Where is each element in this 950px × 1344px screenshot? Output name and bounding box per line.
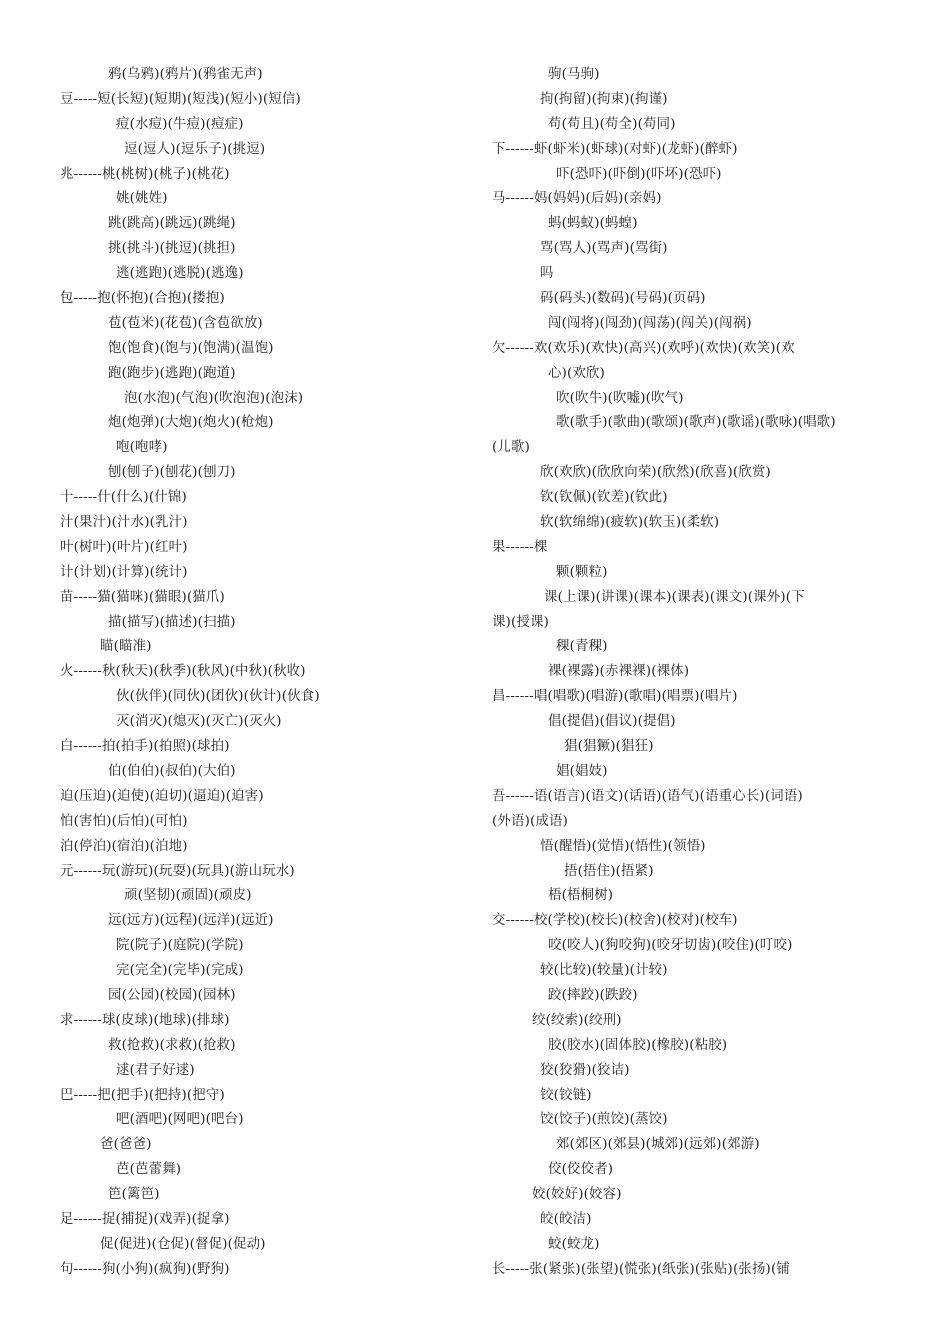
word-entry-line: 郊(郊区)(郊县)(城郊)(远郊)(郊游) xyxy=(556,1137,760,1153)
word-entry-line: 皎(皎洁) xyxy=(540,1211,592,1227)
word-entry-line: 骂(骂人)(骂声)(骂街) xyxy=(540,241,668,257)
word-entry-line: 巴-----把(把手)(把持)(把守) xyxy=(60,1087,225,1103)
word-entry-line: 迫(压迫)(迫使)(迫切)(逼迫)(迫害) xyxy=(60,788,264,804)
word-entry-line: 跳(跳高)(跳远)(跳绳) xyxy=(108,216,236,232)
word-entry-line: 豆-----短(长短)(短期)(短浅)(短小)(短信) xyxy=(60,91,301,107)
word-entry-line: 饱(饱食)(饱与)(饱满)(温饱) xyxy=(108,340,274,356)
word-entry-line: 苟(苟且)(苟全)(苟同) xyxy=(548,116,676,132)
word-entry-line: 吗 xyxy=(540,266,554,282)
word-entry-line: 交------校(学校)(校长)(校舍)(校对)(校车) xyxy=(492,913,738,929)
left-column xyxy=(60,63,460,1283)
word-entry-line: 叶(树叶)(叶片)(红叶) xyxy=(60,539,188,555)
word-entry-line: 伙(伙伴)(同伙)(团伙)(伙计)(伙食) xyxy=(116,689,320,705)
word-entry-line: 吾------语(语言)(语文)(话语)(语气)(语重心长)(词语) xyxy=(492,788,803,804)
word-entry-line: 泊(停泊)(宿泊)(泊地) xyxy=(60,838,188,854)
word-entry-line: 吧(酒吧)(网吧)(吧台) xyxy=(116,1112,244,1128)
word-entry-line: 十-----什(什么)(什锦) xyxy=(60,490,187,506)
word-entry-line: 爸(爸爸) xyxy=(100,1137,152,1153)
word-entry-line: 软(软绵绵)(疲软)(软玉)(柔软) xyxy=(540,515,720,531)
word-entry-line: 苗-----猫(猫咪)(猫眼)(猫爪) xyxy=(60,589,225,605)
word-entry-line: 刨(刨子)(刨花)(刨刀) xyxy=(108,465,236,481)
word-entry-line: 完(完全)(完毕)(完成) xyxy=(116,963,244,979)
word-entry-line: 较(比较)(较量)(计较) xyxy=(540,963,668,979)
word-entry-line: 钦(钦佩)(钦差)(钦此) xyxy=(540,490,668,506)
word-entry-line: 炮(炮弹)(大炮)(炮火)(枪炮) xyxy=(108,415,274,431)
word-entry-line: 吓(恐吓)(吓倒)(吓坏)(恐吓) xyxy=(556,166,722,182)
word-entry-line: 绞(绞索)(绞刑) xyxy=(532,1012,622,1028)
word-entry-line: 课(上课)(讲课)(课本)(课表)(课文)(课外)(下 xyxy=(544,589,805,605)
word-entry-line: 逗(逗人)(逗乐子)(挑逗) xyxy=(124,141,266,157)
word-entry-line: 咬(咬人)(狗咬狗)(咬牙切齿)(咬住)(叮咬) xyxy=(548,938,793,954)
word-entry-line: (外语)(成语) xyxy=(492,813,569,829)
word-entry-line: 颗(颗粒) xyxy=(556,564,608,580)
word-entry-line: 姚(姚姓) xyxy=(116,191,168,207)
word-entry-line: 院(院子)(庭院)(学院) xyxy=(116,938,244,954)
word-entry-line: 课)(授课) xyxy=(492,614,550,630)
word-entry-line: 长-----张(紧张)(张望)(慌张)(纸张)(张贴)(张扬)(铺 xyxy=(492,1261,790,1277)
word-entry-line: 裸(裸露)(赤裸裸)(裸体) xyxy=(548,664,690,680)
word-entry-line: 挑(挑斗)(挑逗)(挑担) xyxy=(108,241,236,257)
word-entry-line: 饺(饺子)(煎饺)(蒸饺) xyxy=(540,1112,668,1128)
word-entry-line: 捂(捂住)(捂紧) xyxy=(564,863,654,879)
word-entry-line: 果------棵 xyxy=(492,539,548,555)
word-entry-line: 远(远方)(远程)(远洋)(远近) xyxy=(108,913,274,929)
word-entry-line: 心)(欢欣) xyxy=(548,365,606,381)
word-entry-line: 计(计划)(计算)(统计) xyxy=(60,564,188,580)
word-entry-line: 驹(马驹) xyxy=(548,67,600,82)
word-entry-line: 伯(伯伯)(叔伯)(大伯) xyxy=(108,763,236,779)
word-entry-line: 马------妈(妈妈)(后妈)(亲妈) xyxy=(492,191,662,207)
word-entry-line: 元------玩(游玩)(玩耍)(玩具)(游山玩水) xyxy=(60,863,295,879)
word-entry-line: 姣(姣好)(姣容) xyxy=(532,1187,622,1203)
word-entry-line: 昌------唱(唱歌)(唱游)(歌唱)(唱票)(唱片) xyxy=(492,689,738,705)
word-entry-line: 稞(青稞) xyxy=(556,639,608,655)
word-entry-line: 狡(狡猾)(狡诘) xyxy=(540,1062,630,1078)
word-entry-line: 促(促进)(仓促)(督促)(促动) xyxy=(100,1236,266,1252)
word-entry-line: 逑(君子好逑) xyxy=(116,1062,195,1078)
word-entry-line: 描(描写)(描述)(扫描) xyxy=(108,614,236,630)
word-entry-line: 苞(苞米)(花苞)(含苞欲放) xyxy=(108,315,263,331)
word-entry-line: 包-----抱(怀抱)(合抱)(搂抱) xyxy=(60,291,225,307)
word-entry-line: 芭(芭蕾舞) xyxy=(116,1162,182,1178)
word-entry-line: 下------虾(虾米)(虾球)(对虾)(龙虾)(醉虾) xyxy=(492,141,738,157)
word-entry-line: 救(抢救)(求救)(抢救) xyxy=(108,1037,236,1053)
word-entry-line: 欠------欢(欢乐)(欢快)(高兴)(欢呼)(欢快)(欢笑)(欢 xyxy=(492,340,795,356)
word-entry-line: 句------狗(小狗)(疯狗)(野狗) xyxy=(60,1261,230,1277)
word-entry-line: 猖(猖獗)(猖狂) xyxy=(564,739,654,755)
word-entry-line: 拘(拘留)(拘束)(拘谨) xyxy=(540,91,668,107)
word-entry-line: 鸦(乌鸦)(鸦片)(鸦雀无声) xyxy=(108,67,263,82)
word-entry-line: 码(码头)(数码)(号码)(页码) xyxy=(540,291,706,307)
word-entry-line: 胶(胶水)(固体胶)(橡胶)(粘胶) xyxy=(548,1037,728,1053)
word-entry-line: 怕(害怕)(后怕)(可怕) xyxy=(60,813,188,829)
word-entry-line: 逃(逃跑)(逃脱)(逃逸) xyxy=(116,266,244,282)
word-entry-line: 兆------桃(桃树)(桃子)(桃花) xyxy=(60,166,230,182)
word-entry-line: 蚂(蚂蚁)(蚂蝗) xyxy=(548,216,638,232)
word-entry-line: 瞄(瞄准) xyxy=(100,639,152,655)
word-entry-line: 园(公园)(校园)(园林) xyxy=(108,987,236,1003)
word-entry-line: 闯(闯将)(闯劲)(闯荡)(闯关)(闯祸) xyxy=(548,315,752,331)
word-entry-line: 蛟(蛟龙) xyxy=(548,1236,600,1252)
word-entry-line: 欣(欢欣)(欣欣向荣)(欣然)(欣喜)(欣赏) xyxy=(540,465,771,481)
word-entry-line: 泡(水泡)(气泡)(吹泡泡)(泡沫) xyxy=(124,390,304,406)
word-entry-line: 倡(提倡)(倡议)(提倡) xyxy=(548,714,676,730)
word-entry-line: 悟(醒悟)(觉悟)(悟性)(领悟) xyxy=(540,838,706,854)
word-entry-line: 咆(咆哮) xyxy=(116,440,168,456)
word-entry-line: 顽(坚韧)(顽固)(顽皮) xyxy=(124,888,252,904)
word-entry-line: 铰(铰链) xyxy=(540,1087,592,1103)
word-entry-line: 痘(水痘)(牛痘)(痘症) xyxy=(116,116,244,132)
word-entry-line: 娼(娼妓) xyxy=(556,763,608,779)
word-entry-line: 汁(果汁)(汁水)(乳汁) xyxy=(60,515,188,531)
word-entry-line: 笆(篱笆) xyxy=(108,1187,160,1203)
word-entry-line: 佼(佼佼者) xyxy=(548,1162,614,1178)
word-entry-line: 吹(吹牛)(吹嘘)(吹气) xyxy=(556,390,684,406)
word-entry-line: 跤(摔跤)(跌跤) xyxy=(548,987,638,1003)
word-entry-line: (儿歌) xyxy=(492,440,531,456)
word-entry-line: 求------球(皮球)(地球)(排球) xyxy=(60,1012,230,1028)
word-entry-line: 歌(歌手)(歌曲)(歌颂)(歌声)(歌谣)(歌咏)(唱歌) xyxy=(556,415,836,431)
word-entry-line: 灭(消灭)(熄灭)(灭亡)(灭火) xyxy=(116,714,282,730)
word-entry-line: 白------拍(拍手)(拍照)(球拍) xyxy=(60,739,230,755)
word-entry-line: 跑(跑步)(逃跑)(跑道) xyxy=(108,365,236,381)
word-entry-line: 火------秋(秋天)(秋季)(秋风)(中秋)(秋收) xyxy=(60,664,306,680)
right-column xyxy=(492,63,892,1283)
word-entry-line: 足------捉(捕捉)(戏弄)(捉拿) xyxy=(60,1211,230,1227)
word-entry-line: 梧(梧桐树) xyxy=(548,888,614,904)
